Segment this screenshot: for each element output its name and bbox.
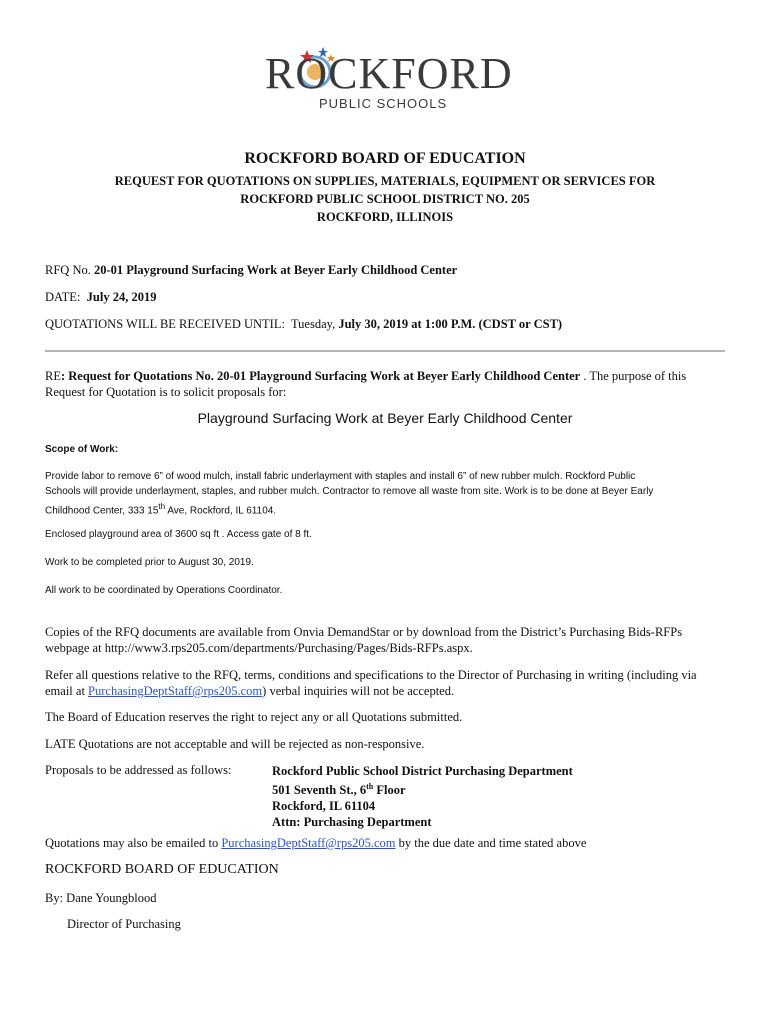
deadline-weekday: Tuesday, (290, 317, 336, 331)
scope-paragraph: Provide labor to remove 6” of wood mulch, install fabric underlayment with staples and install 6” of new rubber mulch. Rockford Public Schools will provide underlayment, staples, and rubber mulch. Contractor to remove all waste from site. Work is to be done at Beyer Early Childhood Center, 333 15th Ave, Rockford, IL 61104. (45, 471, 654, 517)
reserve-statement: The Board of Education reserves the right to reject any or all Quotations submitted. (45, 710, 463, 724)
email-link[interactable]: PurchasingDeptStaff@rps205.com (88, 684, 263, 698)
deadline-value: July 30, 2019 at 1:00 P.M. (CDST or CST) (338, 317, 563, 331)
header-line-2: ROCKFORD PUBLIC SCHOOL DISTRICT NO. 205 (240, 192, 530, 206)
signature-board: ROCKFORD BOARD OF EDUCATION (45, 862, 279, 877)
rfq-date (45, 290, 156, 305)
proposals-label: Proposals to be addressed as follows: (45, 763, 232, 777)
questions-paragraph: Refer all questions relative to the RFQ, terms, conditions and specifications to the Director of Purchasing in writing (including via email at PurchasingDeptStaff@rps205.com) verbal inquiries will not be accepted. (45, 668, 697, 698)
late-statement: LATE Quotations are not acceptable and will be rejected as non-responsive. (45, 737, 425, 751)
board-title: ROCKFORD BOARD OF EDUCATION (244, 150, 526, 167)
email-statement: Quotations may also be emailed to PurchasingDeptStaff@rps205.com by the due date and time stated above (45, 836, 587, 850)
project-title: Playground Surfacing Work at Beyer Early Childhood Center (197, 410, 573, 426)
rfq-deadline (45, 317, 562, 332)
scope-coordination: All work to be coordinated by Operations Coordinator. (45, 585, 283, 596)
logo-subtitle: PUBLIC SCHOOLS (319, 96, 448, 111)
scope-deadline: Work to be completed prior to August 30, 2019. (45, 557, 254, 568)
logo-wordmark: ROCKFORD (265, 49, 513, 98)
date-value: July 24, 2019 (86, 290, 157, 304)
deadline-label: QUOTATIONS WILL BE RECEIVED UNTIL: (45, 317, 285, 331)
signature-by: By: Dane Youngblood (45, 891, 157, 905)
copies-paragraph: Copies of the RFQ documents are available from Onvia DemandStar or by download from the District’s Purchasing Bids-RFPs webpage at http://www3.rps205.com/departments/Purchasing/Pages/Bids-RFPs.aspx. (45, 625, 683, 655)
email-link-2[interactable]: PurchasingDeptStaff@rps205.com (221, 836, 396, 850)
scope-area: Enclosed playground area of 3600 sq ft . Access gate of 8 ft. (45, 529, 312, 540)
header-line-3: ROCKFORD, ILLINOIS (316, 210, 454, 224)
rfq-number (45, 263, 457, 278)
divider (45, 350, 725, 352)
district-logo (265, 44, 513, 120)
rfq-label: RFQ No. (45, 263, 91, 277)
scope-heading: Scope of Work: (45, 444, 119, 455)
header-line-1: REQUEST FOR QUOTATIONS ON SUPPLIES, MATERIALS, EQUIPMENT OR SERVICES FOR (114, 174, 656, 188)
re-paragraph: RE: Request for Quotations No. 20-01 Playground Surfacing Work at Beyer Early Childhood Center . The purpose of this Request for Quotation is to solicit proposals for: (45, 369, 687, 399)
date-label: DATE: (45, 290, 81, 304)
proposals-address: Rockford Public School District Purchasing Department 501 Seventh St., 6th Floor Rockford, IL 61104 Attn: Purchasing Department (272, 764, 573, 830)
rfq-value: 20-01 Playground Surfacing Work at Beyer Early Childhood Center (93, 263, 458, 277)
signature-title: Director of Purchasing (67, 917, 181, 931)
